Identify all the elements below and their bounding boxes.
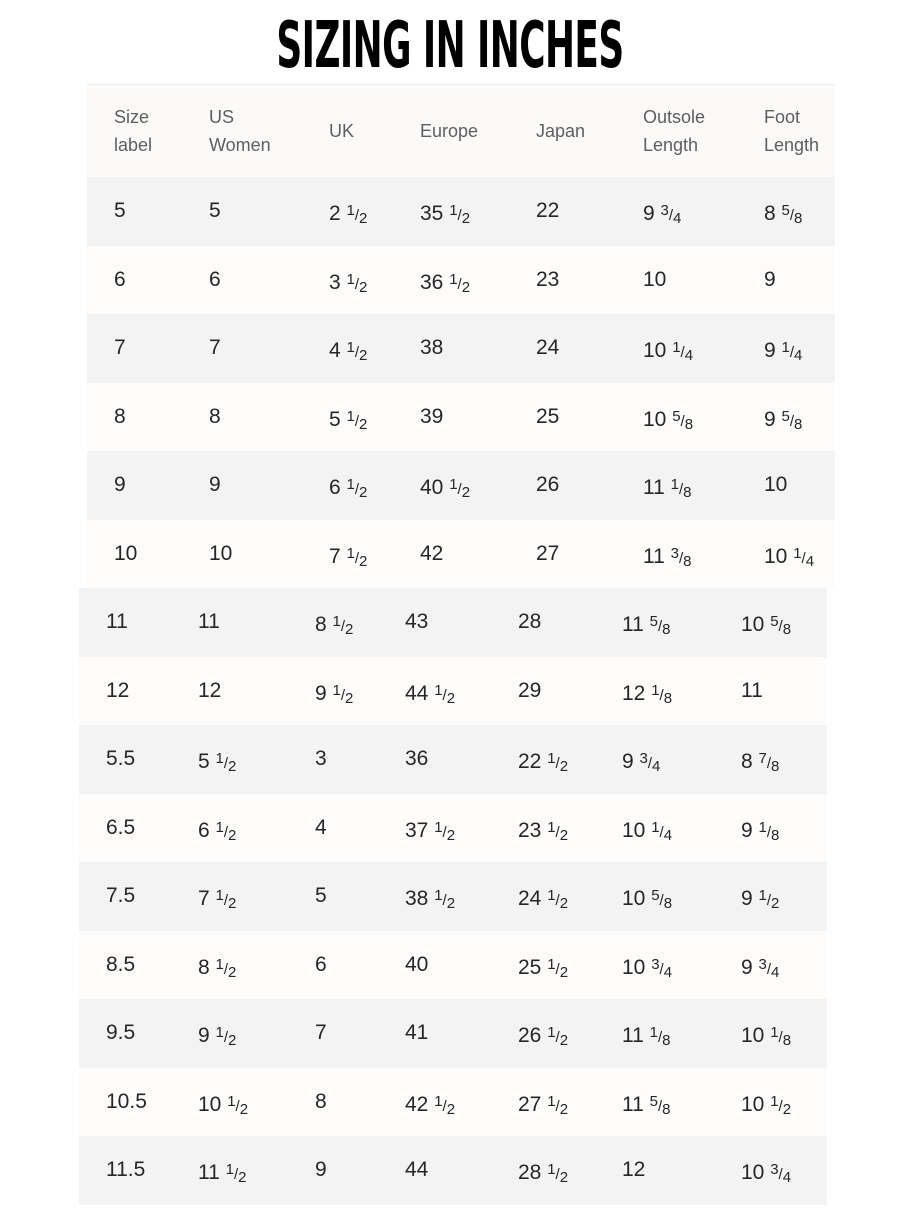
cell-us-women: 7 1/2 xyxy=(198,887,237,912)
cell-us-women: 6 1/2 xyxy=(198,818,237,844)
table-row xyxy=(79,588,827,657)
cell-us-women: 9 xyxy=(209,473,221,496)
fraction: 1/2 xyxy=(227,1092,249,1118)
cell-outsole-length: 10 xyxy=(643,267,667,291)
cell-japan: 23 xyxy=(536,267,560,291)
fraction: 1/2 xyxy=(346,476,368,501)
fraction: 1/2 xyxy=(758,887,780,912)
cell-europe: 44 xyxy=(405,1158,429,1181)
table-row xyxy=(87,383,835,452)
cell-uk: 7 1/2 xyxy=(329,544,368,570)
table-row xyxy=(79,931,827,1000)
cell-foot-length: 8 7/8 xyxy=(741,750,780,775)
fraction: 1/2 xyxy=(225,1161,247,1186)
fraction: 1/2 xyxy=(215,1024,237,1049)
table-row xyxy=(79,862,827,931)
cell-outsole-length: 11 1/8 xyxy=(622,1024,671,1049)
cell-uk: 3 xyxy=(315,747,327,770)
cell-europe: 36 1/2 xyxy=(420,270,471,296)
cell-size-label: 9 xyxy=(114,473,126,496)
cell-us-women: 8 xyxy=(209,404,221,428)
cell-outsole-length: 10 1/4 xyxy=(643,339,694,364)
cell-foot-length: 11 xyxy=(741,678,763,702)
cell-size-label: 11.5 xyxy=(106,1158,146,1181)
fraction: 3/4 xyxy=(651,955,673,981)
cell-japan: 27 1/2 xyxy=(518,1092,569,1118)
cell-size-label: 12 xyxy=(106,678,130,702)
cell-europe: 39 xyxy=(420,404,444,428)
cell-uk: 2 1/2 xyxy=(329,202,368,227)
header-us-women: US Women xyxy=(209,107,271,155)
header-foot-length: Foot Length xyxy=(764,107,820,155)
cell-japan: 26 xyxy=(536,473,560,496)
cell-uk: 5 1/2 xyxy=(329,407,368,433)
cell-size-label: 9.5 xyxy=(106,1021,136,1044)
cell-foot-length: 9 5/8 xyxy=(764,407,803,433)
cell-size-label: 11 xyxy=(106,610,128,633)
cell-japan: 28 1/2 xyxy=(518,1161,569,1186)
fraction: 1/2 xyxy=(547,750,569,775)
cell-europe: 38 xyxy=(420,336,444,359)
cell-outsole-length: 10 1/4 xyxy=(622,818,673,844)
cell-size-label: 6.5 xyxy=(106,815,136,839)
table-row xyxy=(79,794,827,863)
cell-uk: 7 xyxy=(315,1021,327,1044)
cell-uk: 4 1/2 xyxy=(329,339,368,364)
fraction: 1/8 xyxy=(670,476,692,501)
cell-foot-length: 9 3/4 xyxy=(741,955,780,981)
cell-size-label: 10 xyxy=(114,541,138,565)
fraction: 1/2 xyxy=(346,407,368,433)
fraction: 3/8 xyxy=(670,544,692,570)
table-row xyxy=(87,177,835,246)
fraction: 3/4 xyxy=(770,1161,792,1186)
cell-europe: 38 1/2 xyxy=(405,887,456,912)
cell-outsole-length: 10 3/4 xyxy=(622,955,673,981)
table-row xyxy=(87,520,835,589)
cell-size-label: 7.5 xyxy=(106,884,136,907)
cell-outsole-length: 10 5/8 xyxy=(622,887,673,912)
header-uk: UK xyxy=(329,121,355,141)
cell-us-women: 11 xyxy=(198,610,220,633)
cell-europe: 36 xyxy=(405,747,429,770)
cell-size-label: 7 xyxy=(114,336,126,359)
cell-europe: 35 1/2 xyxy=(420,202,471,227)
cell-uk: 5 xyxy=(315,884,327,907)
cell-foot-length: 9 xyxy=(764,267,776,291)
cell-europe: 41 xyxy=(405,1021,429,1044)
table-row xyxy=(79,657,827,726)
cell-foot-length: 10 3/4 xyxy=(741,1161,792,1186)
cell-outsole-length: 11 5/8 xyxy=(622,613,671,638)
fraction: 1/8 xyxy=(758,818,780,844)
cell-japan: 23 1/2 xyxy=(518,818,569,844)
cell-japan: 24 1/2 xyxy=(518,887,569,912)
cell-japan: 22 xyxy=(536,199,560,222)
cell-size-label: 10.5 xyxy=(106,1089,147,1113)
fraction: 1/2 xyxy=(215,818,237,844)
fraction: 3/4 xyxy=(758,955,780,981)
cell-size-label: 5.5 xyxy=(106,747,136,770)
fraction: 1/2 xyxy=(547,955,569,981)
cell-europe: 40 1/2 xyxy=(420,476,471,501)
cell-outsole-length: 10 5/8 xyxy=(643,407,694,433)
cell-europe: 37 1/2 xyxy=(405,818,456,844)
cell-outsole-length: 12 1/8 xyxy=(622,681,673,707)
fraction: 1/2 xyxy=(332,613,354,638)
cell-us-women: 5 xyxy=(209,199,221,222)
fraction: 1/2 xyxy=(215,955,237,981)
cell-us-women: 8 1/2 xyxy=(198,955,237,981)
cell-uk: 4 xyxy=(315,815,327,839)
fraction: 5/8 xyxy=(770,613,792,638)
cell-uk: 8 xyxy=(315,1089,327,1113)
table-body xyxy=(87,177,835,1205)
fraction: 1/2 xyxy=(547,1024,569,1049)
cell-europe: 40 xyxy=(405,952,429,976)
cell-foot-length: 10 5/8 xyxy=(741,613,792,638)
cell-uk: 6 xyxy=(315,952,327,976)
cell-size-label: 5 xyxy=(114,199,126,222)
cell-japan: 28 xyxy=(518,610,542,633)
table-row xyxy=(79,1068,827,1137)
fraction: 3/4 xyxy=(639,750,661,775)
cell-size-label: 8.5 xyxy=(106,952,136,976)
fraction: 1/4 xyxy=(651,818,673,844)
fraction: 1/2 xyxy=(547,887,569,912)
cell-size-label: 6 xyxy=(114,267,126,291)
cell-foot-length: 9 1/4 xyxy=(764,339,803,364)
cell-us-women: 5 1/2 xyxy=(198,750,237,775)
cell-foot-length: 10 1/4 xyxy=(764,544,815,570)
cell-uk: 9 xyxy=(315,1158,327,1181)
cell-japan: 27 xyxy=(536,541,560,565)
fraction: 5/8 xyxy=(651,887,673,912)
cell-size-label: 8 xyxy=(114,404,126,428)
cell-japan: 22 1/2 xyxy=(518,750,569,775)
table-row xyxy=(87,246,835,315)
fraction: 5/8 xyxy=(672,407,694,433)
table-row xyxy=(87,451,835,520)
cell-foot-length: 10 xyxy=(764,473,788,496)
fraction: 1/2 xyxy=(346,544,368,570)
cell-europe: 43 xyxy=(405,610,429,633)
cell-japan: 24 xyxy=(536,336,560,359)
cell-foot-length: 9 1/2 xyxy=(741,887,780,912)
fraction: 1/4 xyxy=(672,339,694,364)
fraction: 1/2 xyxy=(215,887,237,912)
cell-outsole-length: 11 1/8 xyxy=(643,476,692,501)
cell-uk: 9 1/2 xyxy=(315,681,354,707)
cell-foot-length: 10 1/8 xyxy=(741,1024,792,1049)
fraction: 5/8 xyxy=(649,613,671,638)
fraction: 1/2 xyxy=(434,681,456,707)
header-europe: Europe xyxy=(420,121,479,141)
table-header xyxy=(87,84,835,177)
cell-us-women: 9 1/2 xyxy=(198,1024,237,1049)
fraction: 1/2 xyxy=(434,887,456,912)
fraction: 1/2 xyxy=(434,1092,456,1118)
fraction: 1/2 xyxy=(346,339,368,364)
fraction: 1/2 xyxy=(332,681,354,707)
cell-us-women: 10 xyxy=(209,541,233,565)
fraction: 1/8 xyxy=(649,1024,671,1049)
cell-us-women: 7 xyxy=(209,336,221,359)
fraction: 1/2 xyxy=(449,476,471,501)
fraction: 1/2 xyxy=(547,1161,569,1186)
fraction: 5/8 xyxy=(781,202,803,227)
fraction: 5/8 xyxy=(649,1092,671,1118)
fraction: 1/2 xyxy=(547,818,569,844)
cell-outsole-length: 9 3/4 xyxy=(643,202,682,227)
cell-foot-length: 9 1/8 xyxy=(741,818,780,844)
fraction: 1/2 xyxy=(434,818,456,844)
page-title: SIZING IN INCHES xyxy=(276,9,624,83)
table-row xyxy=(87,314,835,383)
cell-europe: 42 1/2 xyxy=(405,1092,456,1118)
cell-outsole-length: 12 xyxy=(622,1158,646,1181)
fraction: 1/4 xyxy=(793,544,815,570)
table-row xyxy=(79,1136,827,1205)
fraction: 1/2 xyxy=(215,750,237,775)
cell-japan: 25 1/2 xyxy=(518,955,569,981)
header-size-label: Size label xyxy=(114,107,153,155)
cell-europe: 42 xyxy=(420,541,444,565)
fraction: 1/8 xyxy=(770,1024,792,1049)
fraction: 1/2 xyxy=(770,1092,792,1118)
table-row xyxy=(79,725,827,794)
fraction: 1/4 xyxy=(781,339,803,364)
table-row xyxy=(79,999,827,1068)
cell-europe: 44 1/2 xyxy=(405,681,456,707)
cell-outsole-length: 11 3/8 xyxy=(643,544,692,570)
fraction: 1/8 xyxy=(651,681,673,707)
fraction: 5/8 xyxy=(781,407,803,433)
fraction: 1/2 xyxy=(449,270,471,296)
fraction: 1/2 xyxy=(346,270,368,296)
fraction: 1/2 xyxy=(547,1092,569,1118)
cell-japan: 26 1/2 xyxy=(518,1024,569,1049)
fraction: 1/2 xyxy=(346,202,368,227)
fraction: 7/8 xyxy=(758,750,780,775)
cell-us-women: 11 1/2 xyxy=(198,1161,247,1186)
cell-us-women: 10 1/2 xyxy=(198,1092,249,1118)
cell-us-women: 12 xyxy=(198,678,222,702)
cell-outsole-length: 9 3/4 xyxy=(622,750,661,775)
cell-uk: 8 1/2 xyxy=(315,613,354,638)
cell-uk: 3 1/2 xyxy=(329,270,368,296)
header-outsole-length: Outsole Length xyxy=(643,107,706,155)
fraction: 1/2 xyxy=(449,202,471,227)
fraction: 3/4 xyxy=(660,202,682,227)
header-japan: Japan xyxy=(536,121,586,141)
cell-uk: 6 1/2 xyxy=(329,476,368,501)
cell-foot-length: 10 1/2 xyxy=(741,1092,792,1118)
cell-foot-length: 8 5/8 xyxy=(764,202,803,227)
cell-us-women: 6 xyxy=(209,267,221,291)
cell-japan: 25 xyxy=(536,404,560,428)
size-chart-table xyxy=(87,84,835,1205)
cell-outsole-length: 11 5/8 xyxy=(622,1092,671,1118)
cell-japan: 29 xyxy=(518,678,542,702)
